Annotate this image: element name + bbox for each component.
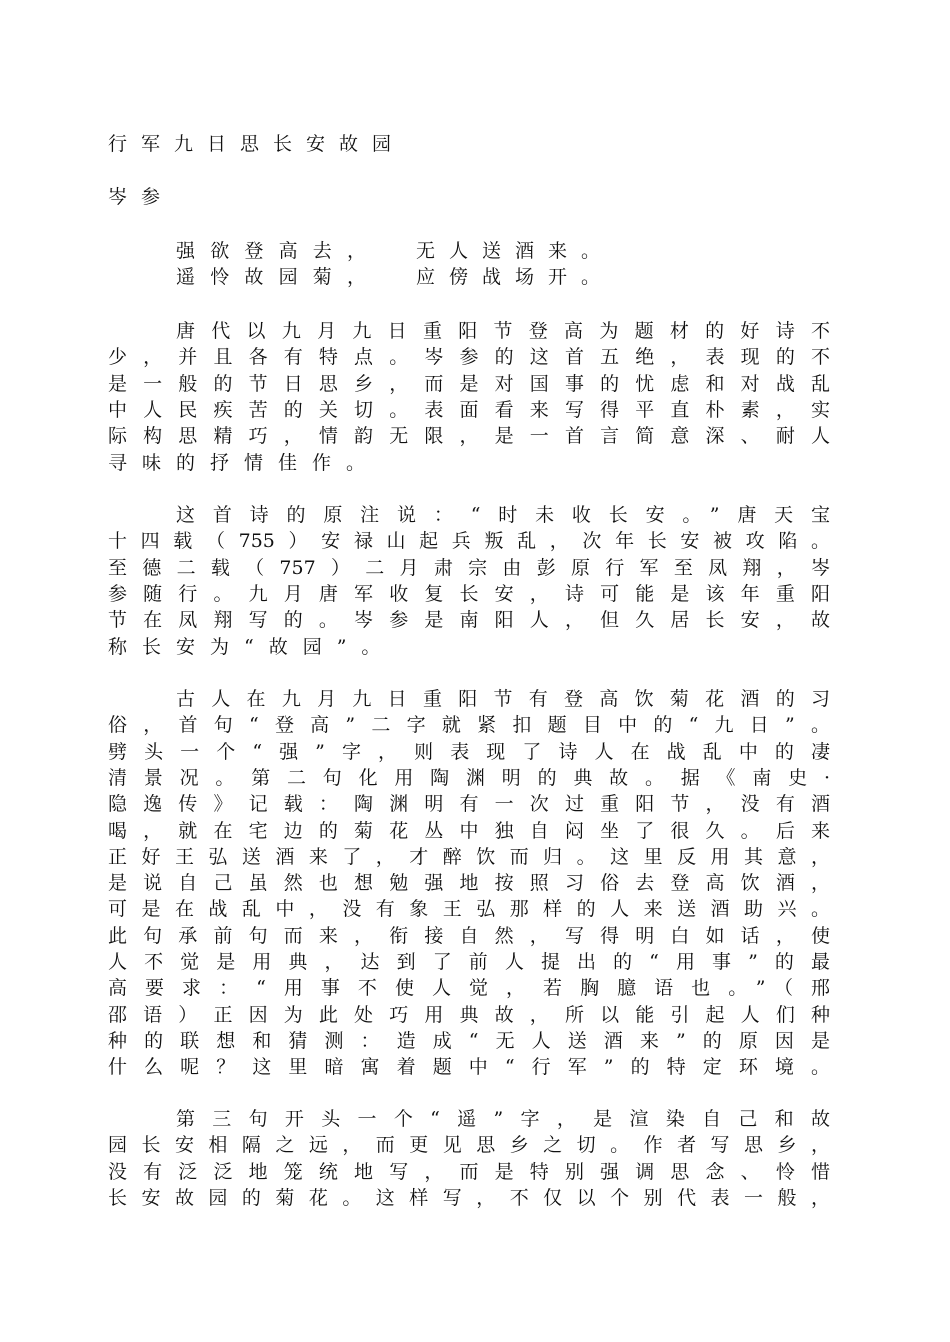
paragraph-2-line: 这首诗的原注说：“时未收长安。”唐天宝 [176, 504, 830, 526]
poem-line-first-half: 遥怜故园菊， [176, 266, 366, 288]
paragraph-3-line: 人不觉是用典，达到了前人提出的“用事”的最 [108, 951, 830, 973]
paragraph-3-line: 劈头一个“强”字，则表现了诗人在战乱中的凄 [108, 741, 830, 763]
paragraph-1-line: 中人民疾苦的关切。表面看来写得平直朴素，实 [108, 399, 830, 421]
paragraph-1-line: 寻味的抒情佳作。 [108, 452, 381, 474]
paragraph-2-line: 至德二载（757）二月肃宗由彭原行军至凤翔，岑 [108, 557, 830, 579]
paragraph-3-line: 俗，首句“登高”二字就紧扣题目中的“九日”。 [108, 714, 830, 736]
paragraph-3-line: 正好王弘送酒来了，才醉饮而归。这里反用其意， [108, 846, 830, 868]
paragraph-2-line: 参随行。九月唐军收复长安，诗可能是该年重阳 [108, 583, 830, 605]
paragraph-3-line: 什么呢？这里暗寓着题中“行军”的特定环境。 [108, 1056, 830, 1078]
paragraph-2-line: 称长安为“故园”。 [108, 636, 396, 658]
paragraph-3-line: 种的联想和猜测：造成“无人送酒来”的原因是 [108, 1030, 830, 1052]
paragraph-1-line: 少，并且各有特点。岑参的这首五绝，表现的不 [108, 346, 830, 368]
paragraph-4-line: 园长安相隔之远，而更见思乡之切。作者写思乡， [108, 1134, 830, 1156]
paragraph-4-line: 长安故园的菊花。这样写，不仅以个别代表一般， [108, 1187, 830, 1209]
paragraph-3-line: 隐逸传》记载：陶渊明有一次过重阳节，没有酒 [108, 793, 830, 815]
paragraph-3-line: 喝，就在宅边的菊花丛中独自闷坐了很久。后来 [108, 820, 830, 842]
poem-line-second-half: 无人送酒来。 [416, 240, 600, 262]
poem-line [0, 262, 950, 292]
poem-title: 行军九日思长安故园 [108, 133, 406, 155]
paragraph-3-line: 古人在九月九日重阳节有登高饮菊花酒的习 [176, 688, 830, 710]
paragraph-1-line: 唐代以九月九日重阳节登高为题材的好诗不 [176, 320, 830, 342]
paragraph-3-line: 清景况。第二句化用陶渊明的典故。据《南史· [108, 767, 830, 789]
paragraph-1-line: 际构思精巧，情韵无限，是一首言简意深、耐人 [108, 425, 830, 447]
paragraph-3-line: 邵语）正因为此处巧用典故，所以能引起人们种 [108, 1004, 830, 1026]
paragraph-3-line: 此句承前句而来，衔接自然，写得明白如话，使 [108, 925, 830, 947]
paragraph-4-line: 第三句开头一个“遥”字，是渲染自己和故 [176, 1108, 830, 1130]
paragraph-2-line: 节在凤翔写的。岑参是南阳人，但久居长安，故 [108, 609, 830, 631]
paragraph-4-line: 没有泛泛地笼统地写，而是特别强调思念、怜惜 [108, 1161, 830, 1183]
paragraph-3-line: 高要求：“用事不使人觉，若胸臆语也。”（邢 [108, 977, 830, 999]
paragraph-3-line: 是说自己虽然也想勉强地按照习俗去登高饮酒， [108, 872, 830, 894]
poem-line-second-half: 应傍战场开。 [416, 266, 600, 288]
paragraph-1-line: 是一般的节日思乡，而是对国事的忧虑和对战乱 [108, 373, 830, 395]
poem-author: 岑参 [108, 186, 175, 208]
paragraph-3-line: 可是在战乱中，没有象王弘那样的人来送酒助兴。 [108, 898, 830, 920]
paragraph-2-line: 十四载（755）安禄山起兵叛乱，次年长安被攻陷。 [108, 530, 830, 552]
poem-line-first-half: 强欲登高去， [176, 240, 366, 262]
